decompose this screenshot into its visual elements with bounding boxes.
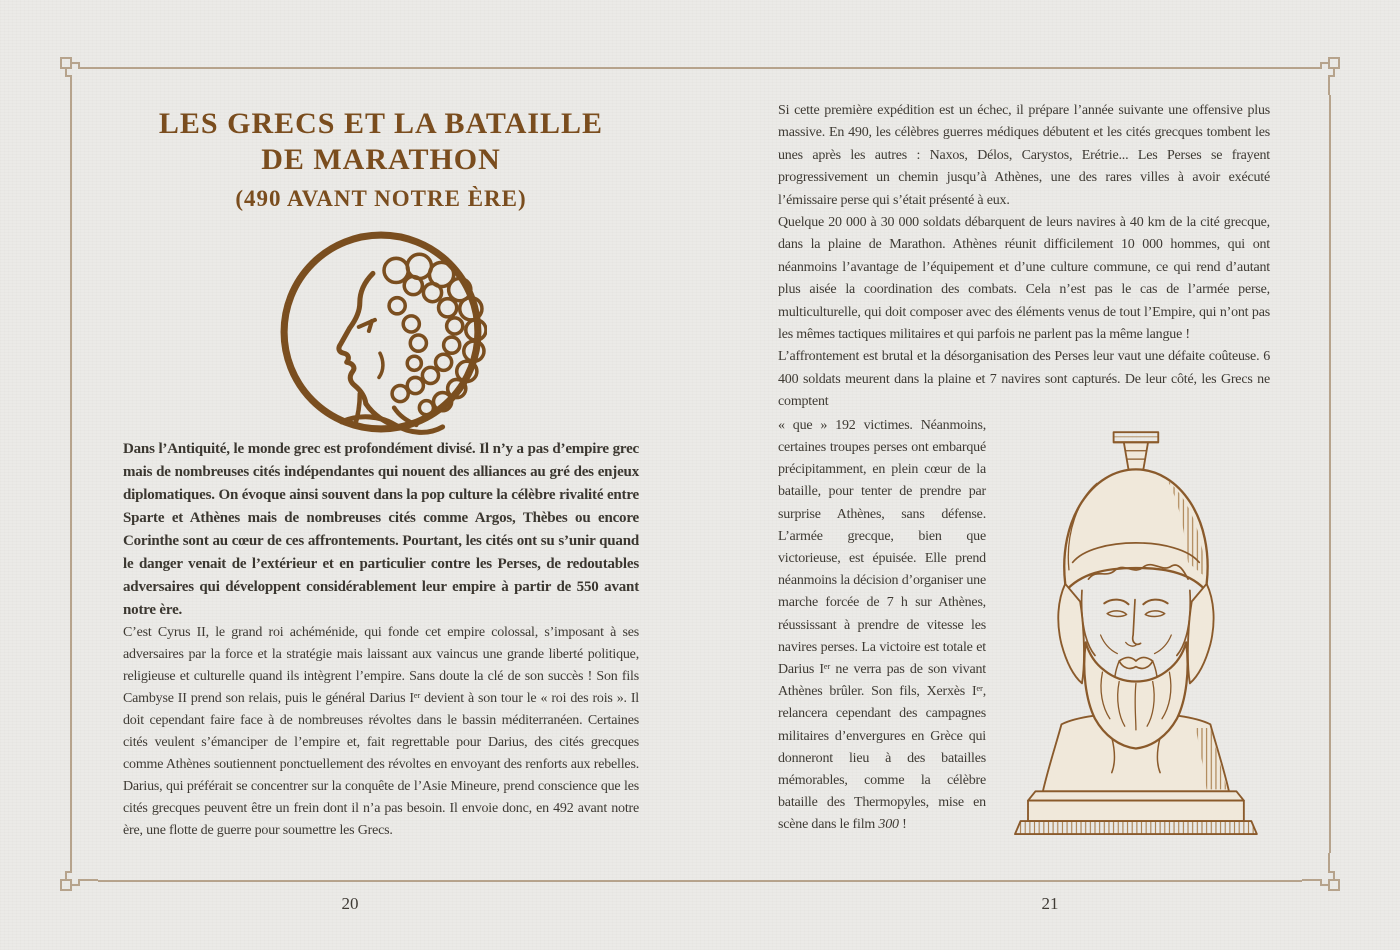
page-left xyxy=(123,100,639,842)
page-number-left: 20 xyxy=(341,894,359,913)
paragraph-3-end: ! xyxy=(898,817,907,833)
page-number-right: 21 xyxy=(1041,894,1059,913)
text-and-bust-row xyxy=(778,415,1270,837)
warrior-bust-illustration xyxy=(1000,421,1270,835)
page-right xyxy=(778,100,1270,837)
corner-ornament-top-right xyxy=(1302,55,1342,95)
right-paragraph-3-continuation xyxy=(778,415,986,837)
corner-ornament-top-left xyxy=(58,55,98,95)
right-paragraph-2: Quelque 20 000 à 30 000 soldats débarquent de leurs navires à 40 km de la cité grecque, dans la plaine de Marathon. Athènes réunit difficilement 10 000 hommes, qui ont néanmoins l’avantage de l’équipement et d’une culture commune, ce qui rend d’autant plus aisée la coordination des combats. Cela n’est pas le cas de l’armée perse, multiculturelle, qui doit composer avec des éléments venus de tout l’Empire, qui n’ont pas les mêmes tactiques militaires et qui parfois ne parlent pas la même langue ! xyxy=(778,215,1270,343)
corner-ornament-bottom-left xyxy=(58,853,98,893)
corner-ornament-bottom-right xyxy=(1302,853,1342,893)
chapter-title xyxy=(123,106,639,214)
chapter-title-line-1: LES GRECS ET LA BATAILLE xyxy=(158,107,604,140)
right-paragraph-1: Si cette première expédition est un échec, il prépare l’année suivante une offensive plus massive. En 490, les célèbres guerres médiques débutent et les cités grecques tombent les unes après les autres : Naxos, Délos, Carystos, Erétrie... Les Perses se frayent progressivement un chemin jusqu’à Athènes, une des rares villes à avoir exécuté l’émissaire perse qui s’était présenté à eux. xyxy=(778,103,1270,208)
frame-right-line xyxy=(1329,95,1331,853)
frame-bottom-line xyxy=(98,880,1302,882)
greek-coin-illustration xyxy=(275,226,487,438)
right-paragraph-3-lead: L’affrontement est brutal et la désorganisation des Perses leur vaut une défaite coûteuse. 6 400 soldats meurent dans la plaine et 7 navires sont capturés. De leur côté, les Grecs ne comptent xyxy=(778,349,1270,410)
intro-paragraph: Dans l’Antiquité, le monde grec est profondément divisé. Il n’y a pas d’empire grec mais de nombreuses cités indépendantes qui nouent des alliances au gré des enjeux diplomatiques. On évoque ainsi souvent dans la pop culture la célèbre rivalité entre Sparte et Athènes mais de nombreuses cités comme Argos, Thèbes ou encore Corinthe sont au cœur de ces affrontements. Pourtant, les cités ont su s’unir quand le danger venait de l’extérieur et en particulier contre les Perses, de redoutables adversaires qui développent considérablement leur empire à partir de 550 avant notre ère. xyxy=(123,441,639,618)
chapter-title-subtitle: (490 AVANT NOTRE ÈRE) xyxy=(235,186,527,211)
paragraph-3-wrap-text: « que » 192 victimes. Néanmoins, certaines troupes perses ont embarqué précipitamment, en plein cœur de la bataille, pour tenter de prendre par surprise Athènes, sans défense. L’armée grecque, bien que victorieuse, est épuisée. Elle prend néanmoins la décision d’organiser une marche forcée de 7 h sur Athènes, réussissant à prendre de vitesse les navires perses. La victoire est totale et Darius Iᵉʳ ne verra pas de son vivant Athènes brûler. Son fils, Xerxès Iᵉʳ, relancera cependant des campagnes militaires d’envergures en Grèce qui donneront lieu à des batailles mémorables, comme la célèbre bataille des Thermopyles, mise en scène dans le film xyxy=(778,417,986,833)
left-body-paragraph: C’est Cyrus II, le grand roi achéménide, qui fonde cet empire colossal, s’imposant à ses adversaires par la force et la stratégie mais laissant aux vaincus une grande liberté politique, religieuse et culturelle quand ils intègrent l’empire. Sans doute la clé de son succès ! Son fils Cambyse II prend son relais, puis le général Darius Iᵉʳ devient à son tour le « roi des rois ». Il doit cependant faire face à de nombreuses révoltes dans le bassin méditerranéen. Certaines cités veulent s’émanciper de l’empire et, fait regrettable pour Darius, des cités grecques comme Athènes soutiennent ponctuellement des révoltes en envoyant des renforts aux rebelles. Darius, qui préférait se concentrer sur la conquête de l’Asie Mineure, prend conscience que les cités grecques peuvent être un frein dont il n’a pas besoin. Il envoie donc, en 492 avant notre ère, une flotte de guerre pour soumettre les Grecs. xyxy=(123,625,639,838)
frame-top-line xyxy=(98,67,1302,69)
chapter-title-line-2: DE MARATHON xyxy=(261,143,501,176)
film-title-300: 300 xyxy=(878,817,899,833)
frame-left-line xyxy=(70,95,72,853)
